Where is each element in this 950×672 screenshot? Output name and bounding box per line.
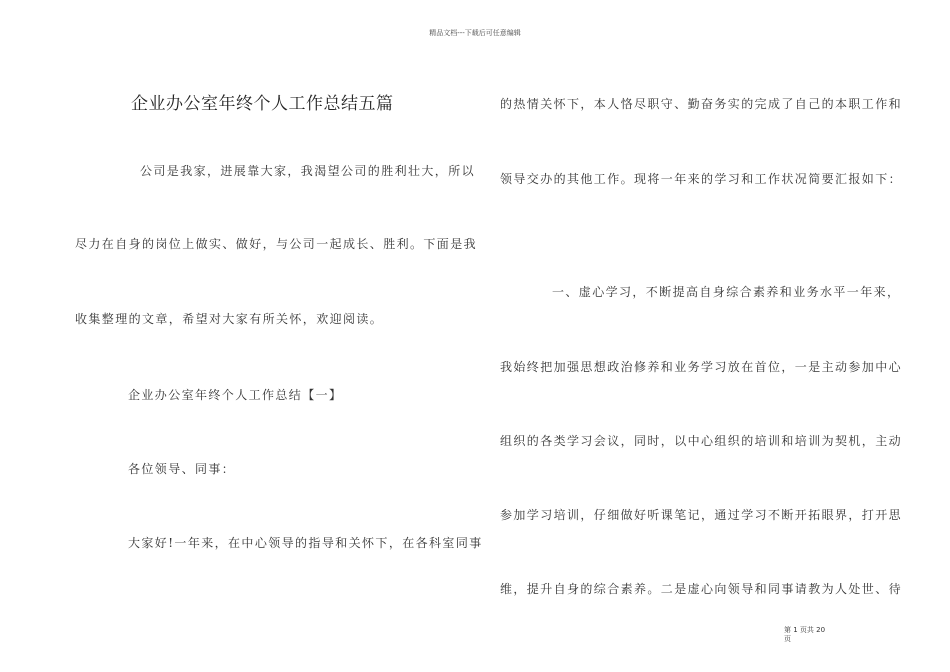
paragraph-line: 组织的各类学习会议，同时，以中心组织的培训和培训为契机，主动 (500, 434, 903, 448)
section-heading: 企业办公室年终个人工作总结【一】 (128, 388, 343, 402)
paragraph-line: 维，提升自身的综合素养。二是虚心向领导和同事请教为人处世、待 (500, 582, 903, 596)
header-note: 精品文档---下载后可任意编辑 (429, 29, 521, 37)
page-number: 第 1 页共 20 页 (784, 626, 826, 643)
paragraph-line: 尽力在自身的岗位上做实、做好，与公司一起成长、胜利。下面是我 (75, 237, 478, 251)
salutation: 各位领导、同事： (128, 462, 236, 476)
paragraph-line: 我始终把加强思想政治修养和业务学习放在首位，一是主动参加中心 (500, 360, 903, 374)
paragraph-line: 收集整理的文章，希望对大家有所关怀，欢迎阅读。 (75, 312, 384, 326)
paragraph-line: 参加学习培训，仔细做好听课笔记，通过学习不断开拓眼界，打开思 (500, 508, 903, 522)
page-title: 企业办公室年终个人工作总结五篇 (131, 94, 394, 114)
paragraph-line: 的热情关怀下，本人恪尽职守、勤奋务实的完成了自己的本职工作和 (500, 97, 903, 111)
paragraph-line: 大家好!一年来，在中心领导的指导和关怀下，在各科室同事 (128, 536, 483, 550)
paragraph-line: 领导交办的其他工作。现将一年来的学习和工作状况简要汇报如下： (500, 172, 903, 186)
paragraph-line: 公司是我家，进展靠大家，我渴望公司的胜利壮大，所以 (140, 164, 476, 178)
section-heading: 一、虚心学习，不断提高自身综合素养和业务水平一年来， (552, 285, 901, 299)
